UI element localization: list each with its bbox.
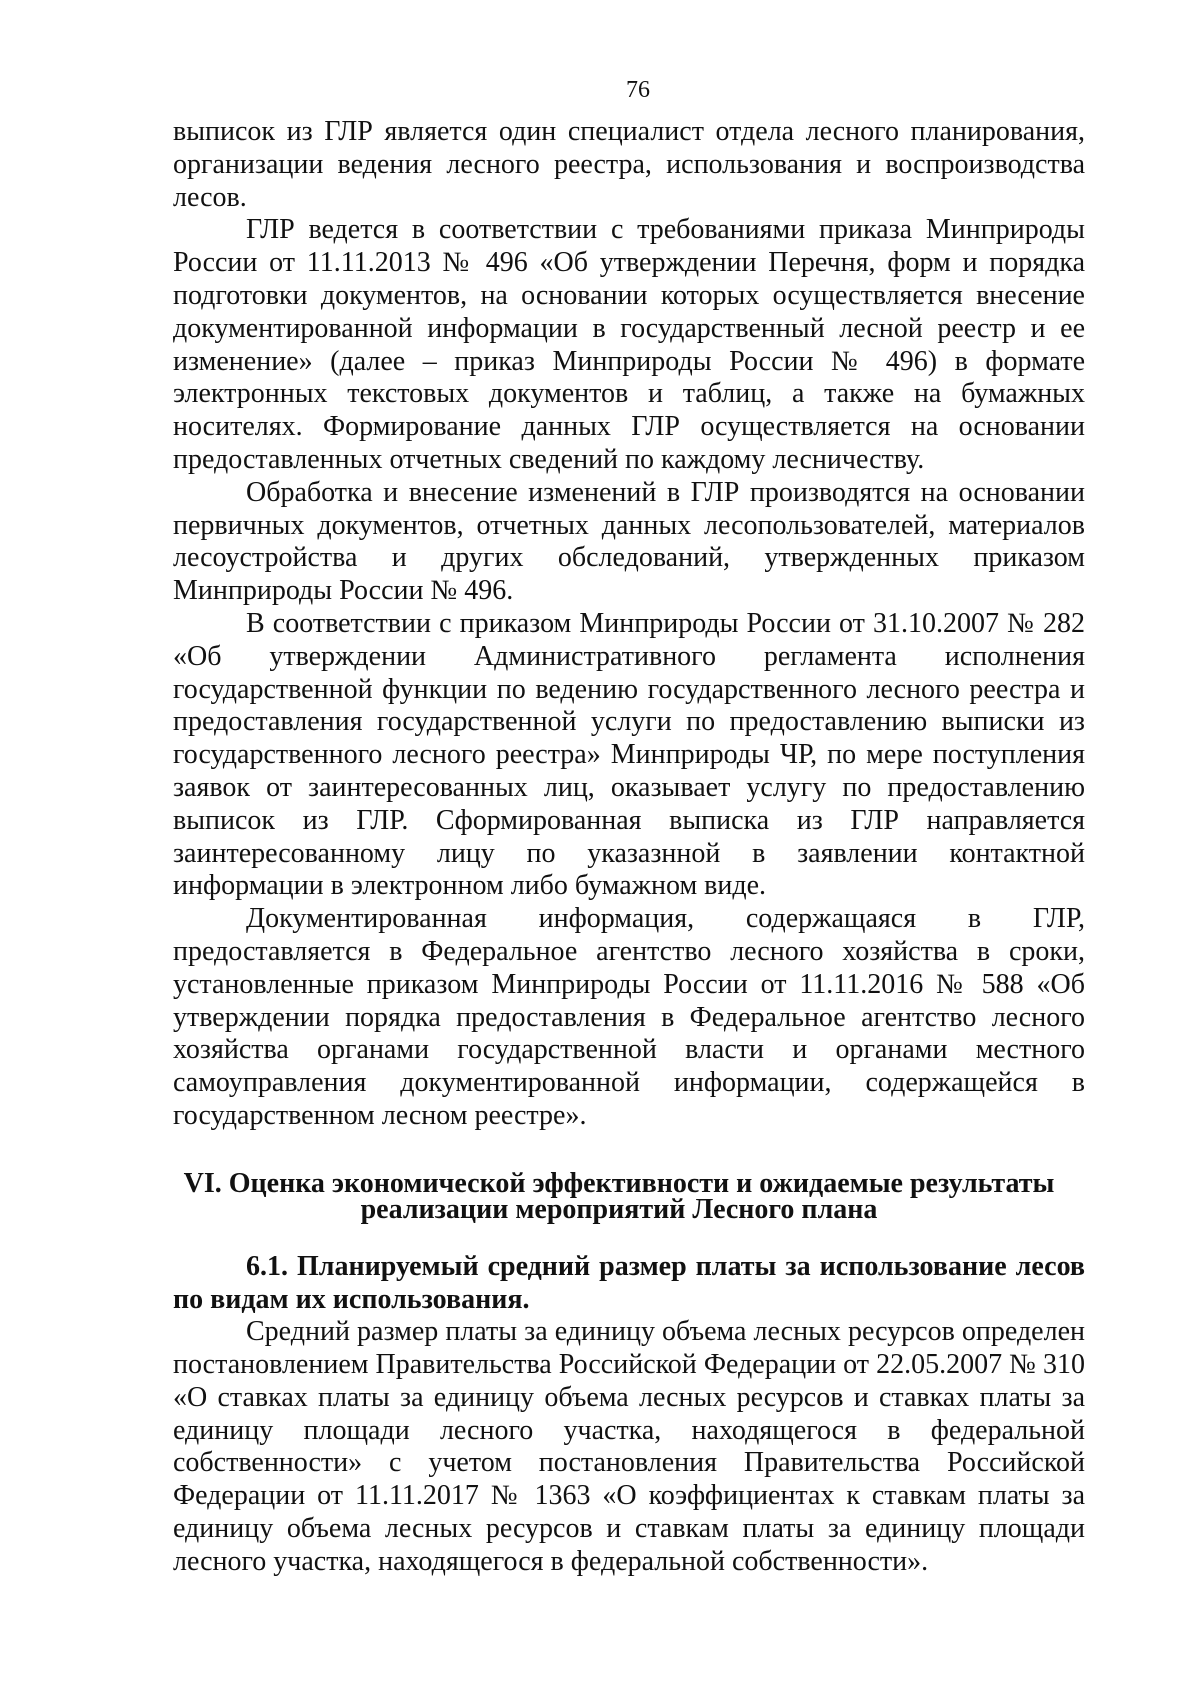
page-number: 76: [626, 77, 650, 103]
section-heading-line-1: VI. Оценка экономической эффективности и ожидаемые результаты: [183, 1167, 1055, 1199]
section-heading-line-2: реализации мероприятий Лесного плана: [360, 1193, 878, 1225]
paragraph-glr-documented-info: Документированная информация, содержащаяся в ГЛР, предоставляется в Федеральное агентство лесного хозяйства в сроки, установленные приказом Минприроды России от 11.11.2016 № 588 «Об утверждении порядка предоставления в Федеральное агентство лесного хозяйства органами государственной власти и органами местного самоуправления документированной информации, содержащейся в государственном лесном реестре».: [173, 903, 1085, 1131]
section-heading: [173, 1167, 1085, 1225]
subsection-heading: 6.1. Планируемый средний размер платы за использование лесов по видам их использования.: [173, 1250, 1085, 1315]
paragraph-glr-extracts: В соответствии с приказом Минприроды России от 31.10.2007 № 282 «Об утверждении Административного регламента исполнения государственной функции по ведению государственного лесного реестра и предоставления государственной услуги по предоставлению выписки из государственного лесного реестра» Минприроды ЧР, по мере поступления заявок от заинтересованных лиц, оказывает услугу по предоставлению выписок из ГЛР. Сформированная выписка из ГЛР направляется заинтересованному лицу по указазнной в заявлении контактной информации в электронном либо бумажном виде.: [173, 607, 1085, 902]
paragraph-glr-maintenance: ГЛР ведется в соответствии с требованиями приказа Минприроды России от 11.11.2013 № 496 «Об утверждении Перечня, форм и порядка подготовки документов, на основании которых осуществляется внесение документированной информации в государственный лесной реестр и ее изменение» (далее – приказ Минприроды России № 496) в формате электронных текстовых документов и таблиц, а также на бумажных носителях. Формирование данных ГЛР осуществляется на основании предоставленных отчетных сведений по каждому лесничеству.: [173, 214, 1085, 475]
paragraph-continuation: выписок из ГЛР является один специалист отдела лесного планирования, организации ведения лесного реестра, использования и воспроизводства лесов.: [173, 116, 1085, 213]
paragraph-average-fee: Средний размер платы за единицу объема лесных ресурсов определен постановлением Правительства Российской Федерации от 22.05.2007 № 310 «О ставках платы за единицу объема лесных ресурсов и ставках платы за единицу площади лесного участка, находящегося в федеральной собственности» с учетом постановления Правительства Российской Федерации от 11.11.2017 № 1363 «О коэффициентах к ставкам платы за единицу объема лесных ресурсов и ставкам платы за единицу площади лесного участка, находящегося в федеральной собственности».: [173, 1316, 1085, 1577]
paragraph-glr-processing: Обработка и внесение изменений в ГЛР производятся на основании первичных документов, отчетных данных лесопользователей, материалов лесоустройства и других обследований, утвержденных приказом Минприроды России № 496.: [173, 476, 1085, 607]
